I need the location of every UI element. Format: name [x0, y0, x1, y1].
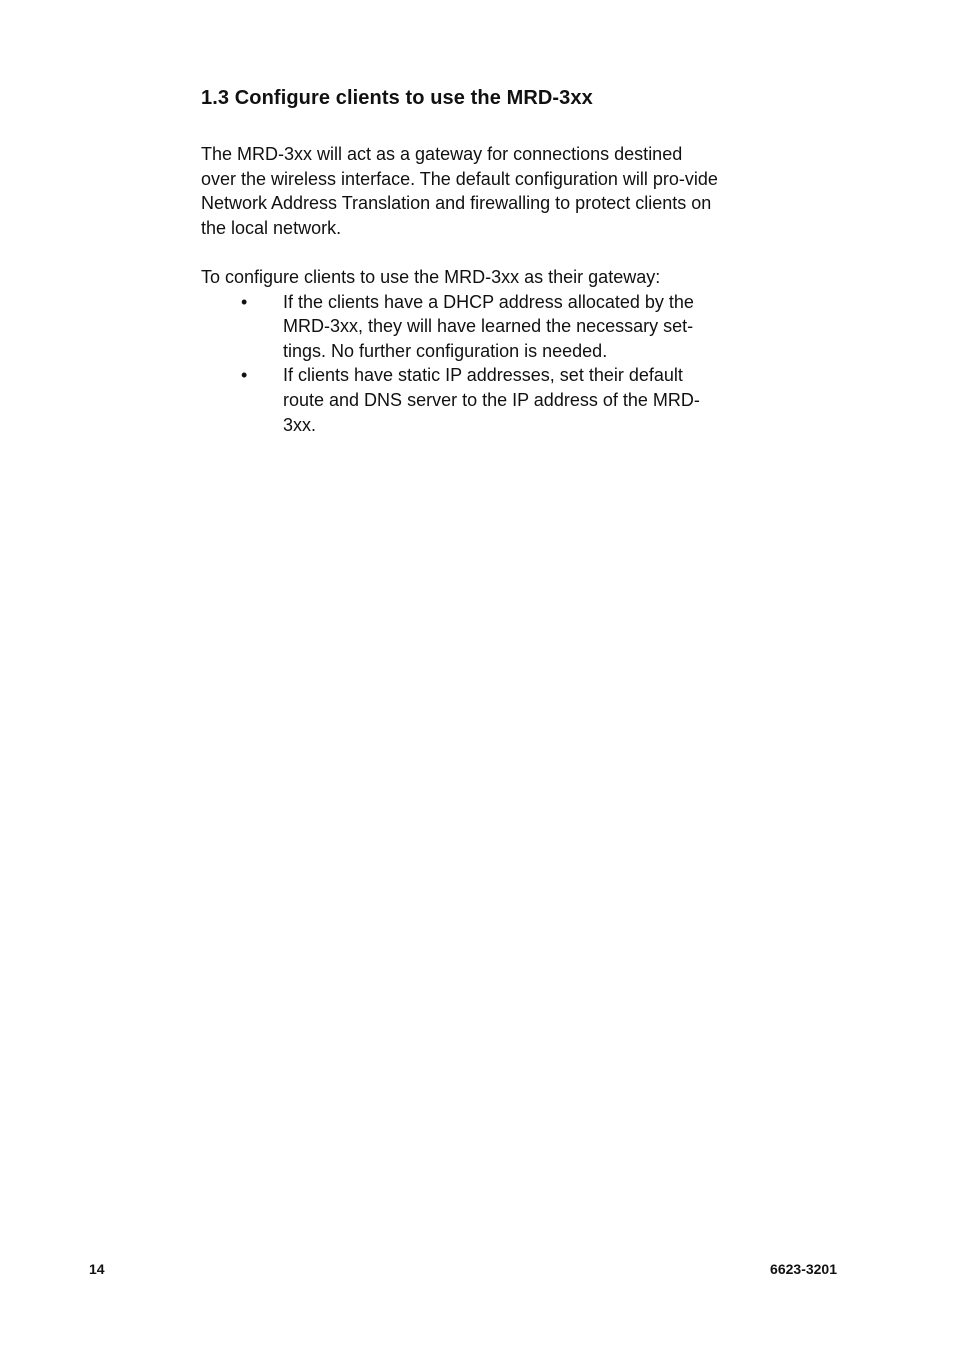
list-item — [201, 290, 721, 364]
bullet-text: If clients have static IP addresses, set their default route and DNS server to the IP address of the MRD-3xx. — [283, 365, 700, 435]
page-footer — [89, 1258, 837, 1280]
bullet-list — [201, 290, 721, 438]
page-content — [201, 84, 721, 437]
instruction-paragraph: To configure clients to use the MRD-3xx as their gateway: — [201, 266, 661, 287]
list-item — [201, 363, 721, 437]
bullet-icon: • — [241, 291, 248, 312]
bullet-icon: • — [241, 365, 248, 386]
bullet-text: If the clients have a DHCP address allocated by the MRD-3xx, they will have learned the necessary set-tings. No further configuration is needed. — [283, 291, 694, 361]
intro-paragraph: The MRD-3xx will act as a gateway for connections destined over the wireless interface. The default configuration will pro-vide Network Address Translation and firewalling to protect clients on the local network. — [201, 144, 718, 238]
section-heading: 1.3 Configure clients to use the MRD-3xx — [201, 87, 593, 109]
document-number: 6623-3201 — [770, 1261, 837, 1277]
page-number: 14 — [89, 1261, 105, 1277]
